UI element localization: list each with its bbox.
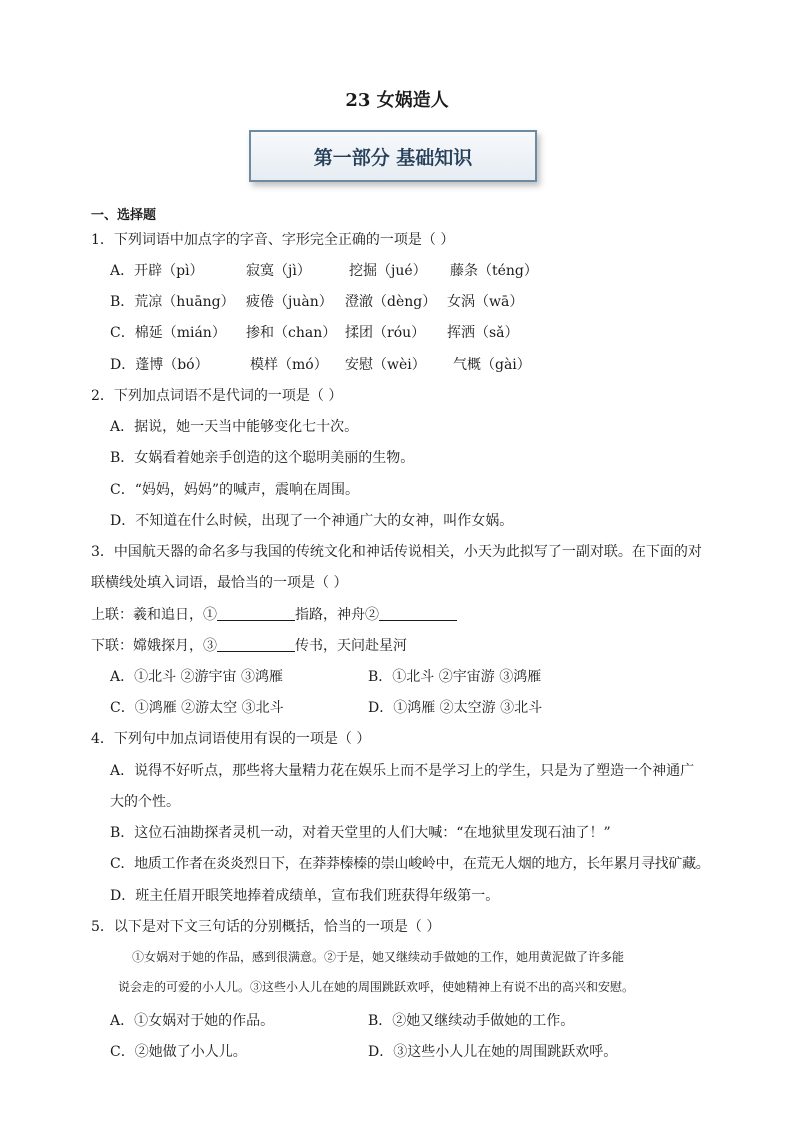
couplet-lower-part1: 下联：嫦娥探月，③ bbox=[91, 638, 217, 654]
q2-option-b: B．女娲看着她亲手创造的这个聪明美丽的生物。 bbox=[110, 450, 415, 466]
q1-option-d-3: 安慰（wèi） bbox=[345, 357, 426, 373]
page-title: 23 女娲造人 bbox=[345, 90, 449, 111]
q5-option-b: B．②她又继续动手做她的工作。 bbox=[368, 1013, 575, 1029]
q3-option-d: D．①鸿雁 ②太空游 ③北斗 bbox=[368, 700, 543, 716]
question-1-stem: 1．下列词语中加点字的字音、字形完全正确的一项是（ ） bbox=[91, 232, 455, 248]
q1-option-d-4: 气概（gài） bbox=[453, 357, 531, 373]
couplet-upper bbox=[91, 604, 457, 624]
blank-1 bbox=[217, 606, 295, 621]
section-heading: 一、选择题 bbox=[91, 208, 157, 223]
q2-option-d: D．不知道在什么时候，出现了一个神通广大的女神，叫作女娲。 bbox=[110, 513, 514, 529]
q2-option-c: C．“妈妈，妈妈”的喊声，震响在周围。 bbox=[110, 482, 360, 498]
q1-option-a-1: A．开辟（pì） bbox=[110, 263, 204, 279]
q1-option-b-2: 疲倦（juàn） bbox=[246, 294, 333, 310]
q1-option-b-3: 澄澈（dèng） bbox=[345, 294, 437, 310]
section-banner: 第一部分 基础知识 bbox=[249, 130, 537, 182]
blank-2 bbox=[379, 606, 457, 621]
q1-option-c-4: 挥洒（sǎ） bbox=[447, 325, 519, 341]
q4-option-d: D．班主任眉开眼笑地捧着成绩单，宣布我们班获得年级第一。 bbox=[110, 888, 500, 904]
blank-3 bbox=[217, 637, 295, 652]
q1-option-a-4: 藤条（téng） bbox=[450, 263, 538, 279]
q1-option-d-1: D．蓬博（bó） bbox=[110, 357, 209, 373]
q1-option-c-3: 揉团（róu） bbox=[345, 325, 426, 341]
question-2-stem: 2．下列加点词语不是代词的一项是（ ） bbox=[91, 388, 343, 404]
q3-option-a: A．①北斗 ②游宇宙 ③鸿雁 bbox=[110, 669, 284, 685]
question-4-stem: 4．下列句中加点词语使用有误的一项是（ ） bbox=[91, 731, 371, 747]
q5-passage-line-2: 说会走的可爱的小人儿。③这些小人儿在她的周围跳跃欢呼，使她精神上有说不出的高兴和安慰。 bbox=[118, 980, 635, 994]
q1-option-c-2: 掺和（chan） bbox=[246, 325, 337, 341]
question-3-stem: 3．中国航天器的命名多与我国的传统文化和神话传说相关，小天为此拟写了一副对联。在下面的对 bbox=[91, 544, 702, 560]
q5-option-a: A．①女娲对于她的作品。 bbox=[110, 1013, 275, 1029]
q5-option-c: C．②她做了小人儿。 bbox=[110, 1044, 247, 1060]
question-3-stem-cont: 联横线处填入词语，最恰当的一项是（ ） bbox=[91, 575, 348, 591]
couplet-lower bbox=[91, 635, 407, 655]
couplet-lower-part2: 传书，天问赴星河 bbox=[295, 638, 407, 654]
q4-option-a: A．说得不好听点，那些将大量精力花在娱乐上而不是学习上的学生，只是为了塑造一个神通广 bbox=[110, 763, 695, 779]
q1-option-a-3: 挖掘（jué） bbox=[349, 263, 427, 279]
question-5-stem: 5．以下是对下文三句话的分别概括，恰当的一项是（ ） bbox=[91, 919, 441, 935]
q4-option-b: B．这位石油勘探者灵机一动，对着天堂里的人们大喊：“在地狱里发现石油了！” bbox=[110, 825, 611, 841]
q5-passage-line-1: ①女娲对于她的作品，感到很满意。②于是，她又继续动手做她的工作，她用黄泥做了许多能 bbox=[132, 950, 625, 964]
q4-option-c: C．地质工作者在炎炎烈日下，在莽莽榛榛的崇山峻岭中，在荒无人烟的地方，长年累月寻找矿藏。 bbox=[110, 856, 710, 872]
q3-option-b: B．①北斗 ②宇宙游 ③鸿雁 bbox=[368, 669, 542, 685]
q3-option-c: C．①鸿雁 ②游太空 ③北斗 bbox=[110, 700, 284, 716]
q1-option-d-2: 模样（mó） bbox=[250, 357, 328, 373]
q5-option-d: D．③这些小人儿在她的周围跳跃欢呼。 bbox=[368, 1044, 618, 1060]
q1-option-c-1: C．棉延（mián） bbox=[110, 325, 226, 341]
q4-option-a-cont: 大的个性。 bbox=[110, 794, 180, 810]
couplet-upper-part2: 指路，神舟② bbox=[295, 607, 379, 623]
q1-option-b-1: B．荒凉（huāng） bbox=[110, 294, 235, 310]
q1-option-b-4: 女涡（wā） bbox=[447, 294, 524, 310]
q2-option-a: A．据说，她一天当中能够变化七十次。 bbox=[110, 419, 359, 435]
q1-option-a-2: 寂寞（jì） bbox=[246, 263, 311, 279]
couplet-upper-part1: 上联：羲和追日，① bbox=[91, 607, 217, 623]
